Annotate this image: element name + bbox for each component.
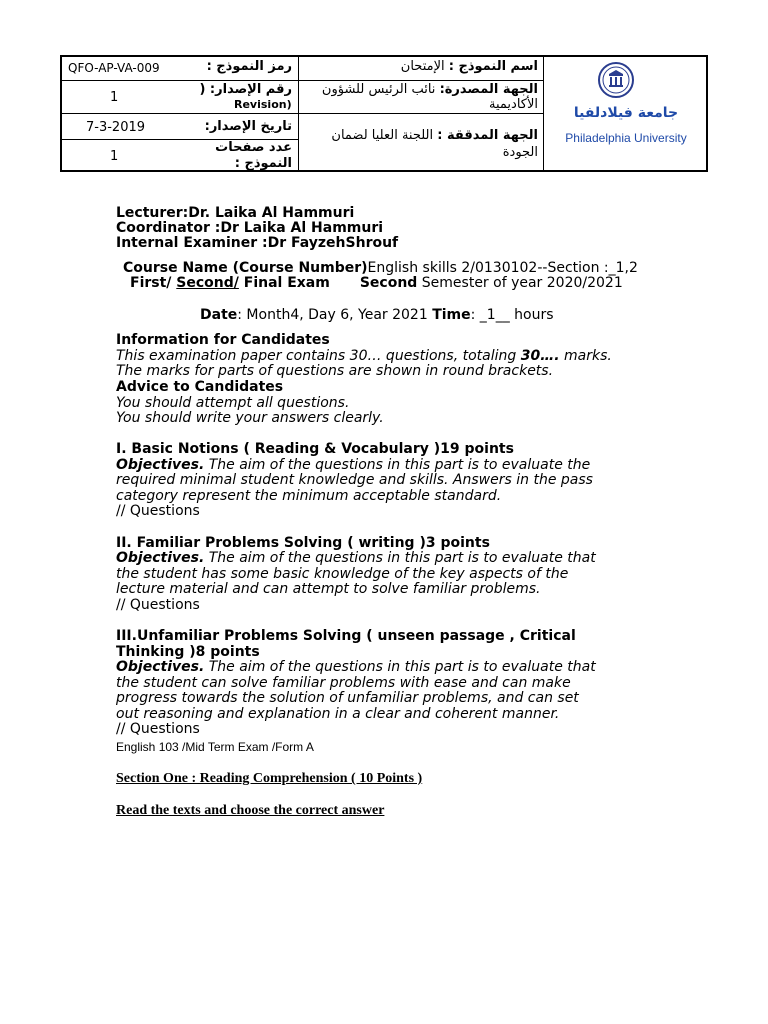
- issue-date-label: تاريخ الإصدار:: [204, 119, 292, 134]
- university-name-ar: جامعة فيلادلفيا: [573, 105, 679, 121]
- part2-line-3: lecture material and can attempt to solve familiar problems.: [116, 581, 541, 597]
- university-name-en: Philadelphia University: [565, 131, 687, 145]
- pages-value: 1: [110, 149, 119, 164]
- part3-obj-label: Objectives.: [116, 659, 205, 675]
- part2-heading: II. Familiar Problems Solving ( writing )3 points: [116, 535, 490, 551]
- part2-line-2: the student has some basic knowledge of the key aspects of the: [116, 566, 569, 582]
- form-code-label: رمز النموذج :: [206, 59, 292, 74]
- auditor-value: اللجنة العليا لضمان الجودة: [331, 128, 538, 160]
- part2-questions: // Questions: [116, 597, 200, 613]
- advice-heading: Advice to Candidates: [116, 379, 284, 395]
- info-line-2: The marks for parts of questions are shown in round brackets.: [116, 363, 554, 379]
- course-label: Course Name (Course Number): [123, 260, 368, 276]
- issuer: [302, 82, 538, 112]
- date-value: : Month4, Day 6, Year 2021: [237, 307, 433, 323]
- form-name: [302, 59, 538, 74]
- advice-line-2: You should write your answers clearly.: [116, 410, 384, 426]
- issue-no-revision: Revision): [234, 98, 292, 111]
- form-name-value: الإمتحان: [400, 59, 445, 74]
- advice-line-1: You should attempt all questions.: [116, 395, 350, 411]
- auditor: [302, 127, 538, 161]
- part3-line-2: the student can solve familiar problems with ease and can make: [116, 675, 571, 691]
- issue-date-value: 7-3-2019: [86, 120, 146, 135]
- part3-heading-2: Thinking )8 points: [116, 644, 260, 660]
- time-value: : _1__ hours: [470, 307, 554, 323]
- issue-no-value: 1: [110, 90, 119, 105]
- part2-line-1: The aim of the questions in this part is to evaluate that: [204, 550, 596, 566]
- info-total: 30….: [520, 348, 560, 364]
- semester-value: Semester of year 2020/2021: [417, 275, 623, 291]
- form-footer: English 103 /Mid Term Exam /Form A: [116, 740, 314, 754]
- part1-heading: I. Basic Notions ( Reading & Vocabulary )19 points: [116, 441, 514, 457]
- coordinator: Coordinator :Dr Laika Al Hammuri: [116, 220, 384, 236]
- internal-examiner: Internal Examiner :Dr FayzehShrouf: [116, 235, 399, 251]
- course-value: English skills 2/0130102--Section :_1,2: [367, 260, 638, 276]
- part2-objectives: [116, 551, 596, 567]
- part3-line-3: progress towards the solution of unfamiliar problems, and can set: [116, 690, 579, 706]
- lecturer: Lecturer:Dr. Laika Al Hammuri: [116, 205, 355, 221]
- issuer-value: نائب الرئيس للشؤون الأكاديمية: [321, 82, 538, 112]
- issuer-label: الجهة المصدرة:: [439, 82, 538, 97]
- issue-no-label: رقم الإصدار: (: [199, 82, 292, 97]
- exam-type-line: [130, 276, 623, 292]
- part3-line-1: The aim of the questions in this part is to evaluate that: [204, 659, 596, 675]
- section-one-heading: Section One : Reading Comprehension ( 10 Points ): [116, 771, 423, 786]
- date-label: Date: [200, 307, 238, 323]
- time-label: Time: [432, 307, 471, 323]
- form-code-value: QFO-AP-VA-009: [68, 61, 160, 75]
- form-name-label: اسم النموذج :: [448, 59, 538, 74]
- part3-heading-1: III.Unfamiliar Problems Solving ( unseen passage , Critical: [116, 628, 576, 644]
- info-line-1c: marks.: [559, 348, 612, 364]
- auditor-label: الجهة المدققة :: [437, 128, 538, 143]
- semester-label: Second: [359, 275, 418, 291]
- date-line: [200, 308, 554, 324]
- info-line-1a: This examination paper contains 30… questions, totaling: [116, 348, 521, 364]
- part3-line-4: out reasoning and explanation in a clear and coherent manner.: [116, 706, 560, 722]
- part3-objectives: [116, 660, 596, 676]
- part1-line-3: category represent the minimum acceptable standard.: [116, 488, 502, 504]
- pages-label: عدد صفحات النموذج :: [215, 140, 292, 171]
- part1-line-2: required minimal student knowledge and skills. Answers in the pass: [116, 472, 593, 488]
- part3-questions: // Questions: [116, 721, 200, 737]
- part1-line-1: The aim of the questions in this part is to evaluate the: [204, 457, 591, 473]
- header-table: [60, 55, 708, 172]
- info-heading: Information for Candidates: [116, 332, 330, 348]
- exam-final: Final Exam: [238, 275, 330, 291]
- university-logo-block: [544, 57, 708, 170]
- university-seal-icon: [597, 61, 635, 99]
- instruction: Read the texts and choose the correct answer: [116, 803, 385, 818]
- part1-obj-label: Objectives.: [116, 457, 205, 473]
- part2-obj-label: Objectives.: [116, 550, 205, 566]
- exam-second: Second/: [176, 275, 239, 291]
- part1-questions: // Questions: [116, 503, 200, 519]
- exam-first: First/: [130, 275, 177, 291]
